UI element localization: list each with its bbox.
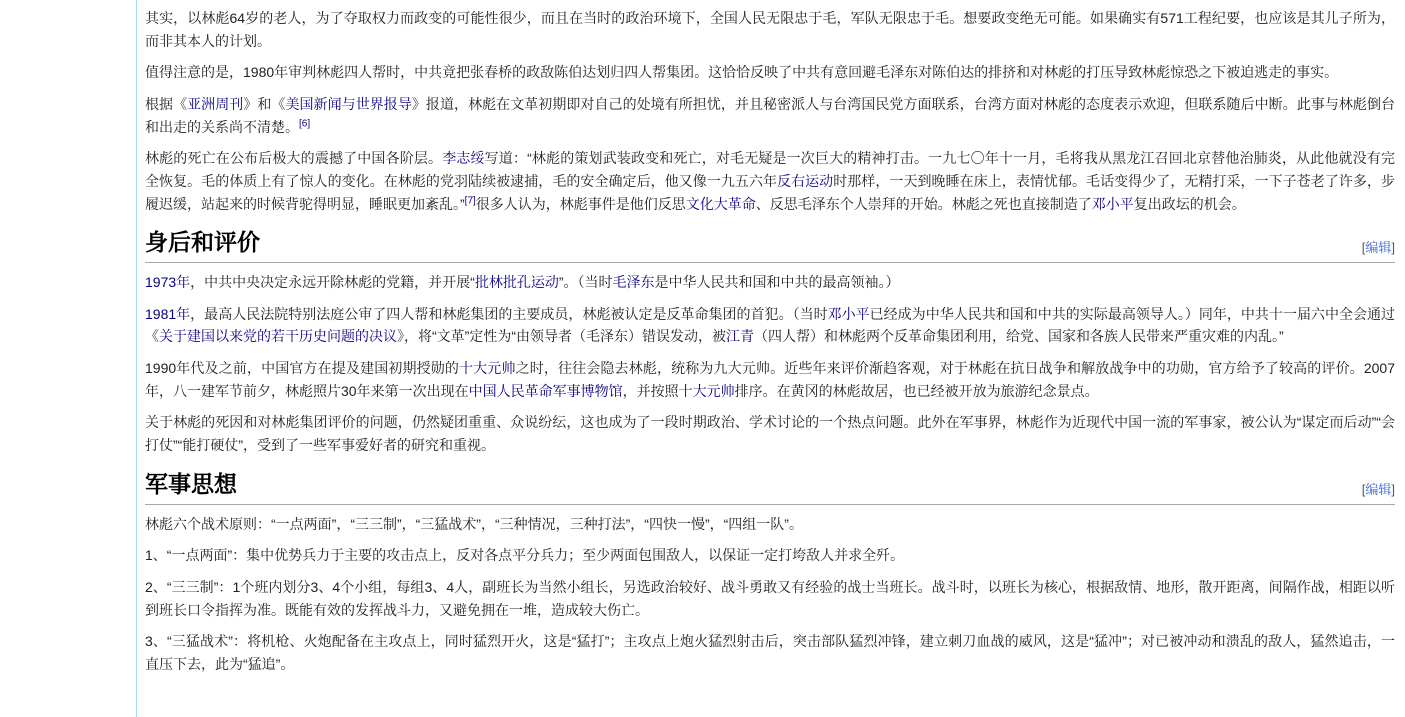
reference-marker[interactable] — [299, 118, 310, 129]
wiki-link[interactable]: 十大元帅 — [459, 360, 516, 377]
paragraph-text: 是中华人民共和国和中共的最高领袖。） — [654, 274, 900, 291]
wiki-link[interactable]: 十大元帅 — [678, 382, 735, 399]
paragraph — [145, 630, 1395, 675]
edit-bracket-close: ] — [1391, 481, 1395, 497]
paragraph-text: 3、“三猛战术”：将机枪、火炮配备在主攻点上，同时猛烈开火，这是“猛打”；主攻点上炮火猛烈射击后，突击部队猛烈冲锋，建立刺刀血战的威风，这是“猛冲”；对已被冲动和溃乱的敌人，猛然追击，一直压下去，此为“猛追”。 — [145, 633, 1395, 672]
paragraph-text: 其实，以林彪64岁的老人，为了夺取权力而政变的可能性很少，而且在当时的政治环境下，全国人民无限忠于毛，军队无限忠于毛。想要政变绝无可能。如果确实有571工程纪要，也应该是其儿子所为，而非其本人的计划。 — [145, 10, 1395, 49]
article-section — [145, 229, 1395, 456]
wiki-link[interactable]: 亚洲周刊 — [187, 96, 244, 113]
paragraph-text: ，最高人民法院特别法庭公审了四人帮和林彪集团的主要成员，林彪被认定是反革命集团的首犯。（当时 — [190, 305, 828, 322]
reference-marker[interactable] — [465, 195, 476, 206]
section-edit-link[interactable] — [1362, 237, 1395, 256]
section-heading — [145, 471, 1395, 505]
paragraph-text: 之时，往往会隐去林彪，统称为九大元帅。近些年来评价渐趋客观，对于林彪在抗日战争和解放战争中的功勋，官方给予了较高的评价。2007年，八一建军节前夕，林彪照片30年来第一次出现在 — [145, 360, 1395, 399]
paragraph-text: 林彪的死亡在公布后极大的震撼了中国各阶层。 — [145, 150, 443, 167]
intro-paragraph-group — [145, 0, 1395, 215]
paragraph-text: 》和《 — [243, 96, 286, 113]
paragraph-text: 2、“三三制”：1个班内划分3、4个小组，每组3、4人，副班长为当然小组长，另选政治较好、战斗勇敢又有经验的战士当班长。战斗时，以班长为核心，根据敌情、地形，散开距离，间隔作战，相距以听到班长口令指挥为准。既能有效的发挥战斗力，又避免拥在一堆，造成较大伤亡。 — [145, 578, 1395, 618]
paragraph-text: 1、“一点两面”：集中优势兵力于主要的攻击点上，反对各点平分兵力；至少两面包围敌人，以保证一定打垮敌人并求全歼。 — [145, 547, 905, 564]
wiki-link[interactable]: 关于建国以来党的若干历史问题的决议 — [159, 328, 397, 345]
paragraph — [145, 576, 1395, 621]
reference-link[interactable]: [6] — [299, 118, 311, 130]
paragraph-text: 复出政坛的机会。 — [1133, 195, 1246, 212]
paragraph — [145, 0, 1395, 52]
paragraph-text: 值得注意的是，1980年审判林彪四人帮时，中共竟把张春桥的政敌陈伯达划归四人帮集团。这恰恰反映了中共有意回避毛泽东对陈伯达的排挤和对林彪的打压导致林彪惊恐之下被迫逃走的事实。 — [145, 64, 1339, 81]
edit-bracket-close: ] — [1391, 240, 1395, 256]
section-edit-link[interactable] — [1362, 479, 1395, 498]
article-content — [136, 0, 1405, 717]
wiki-link[interactable]: 文化大革命 — [685, 195, 756, 212]
paragraph — [145, 61, 1395, 84]
edit-bracket-open: [ — [1361, 240, 1366, 256]
wiki-link[interactable]: 邓小平 — [1091, 195, 1134, 212]
wiki-link[interactable]: 毛泽东 — [612, 274, 655, 291]
paragraph-text: ，并按照 — [622, 382, 679, 399]
paragraph-text: 林彪六个战术原则：“一点两面”，“三三制”，“三猛战术”，“三种情况，三种打法”，“四快一慢”，“四组一队”。 — [145, 515, 803, 532]
paragraph-text: ，中共中央决定永远开除林彪的党籍，并开展“ — [190, 274, 475, 291]
paragraph-text: 排序。在黄冈的林彪故居，也已经被开放为旅游纪念景点。 — [734, 382, 1099, 399]
wiki-link[interactable]: 江青 — [726, 328, 754, 345]
paragraph — [145, 513, 1395, 536]
paragraph-text: 根据《 — [145, 96, 188, 113]
wiki-link[interactable]: 中国人民革命军事博物馆 — [468, 382, 623, 399]
article-sections — [145, 229, 1395, 675]
wiki-link[interactable]: 批林批孔运动 — [474, 274, 559, 291]
paragraph-text: 已经成为中华人民共和国和中共的实际最高领导人。）同年，中共十一届六中全会通过《 — [145, 305, 1396, 345]
section-heading — [145, 229, 1395, 263]
article-section — [145, 471, 1395, 676]
paragraph-text: 》，将“文革”定性为“由领导者（毛泽东）错误发动，被 — [397, 328, 726, 345]
wiki-link[interactable]: 1981年 — [145, 305, 191, 322]
paragraph — [145, 411, 1395, 456]
paragraph-text: 、反思毛泽东个人崇拜的开始。林彪之死也直接制造了 — [755, 195, 1092, 212]
edit-section-button[interactable]: 编辑 — [1365, 240, 1392, 256]
wiki-link[interactable]: 美国新闻与世界报导 — [285, 96, 412, 113]
paragraph — [145, 147, 1395, 215]
paragraph — [145, 93, 1395, 138]
wiki-link[interactable]: 邓小平 — [827, 305, 870, 322]
paragraph-text: 时那样，一天到晚睡在床上，表情忧郁。毛话变得少了，无精打采，一下子苍老了许多，步履迟缓，站起来的时候背驼得明显，睡眠更加紊乱。” — [145, 173, 1396, 212]
edit-bracket-open: [ — [1361, 481, 1366, 497]
paragraph-text: 很多人认为，林彪事件是他们反思 — [475, 195, 686, 212]
wiki-link[interactable]: 1973年 — [145, 274, 191, 291]
paragraph-text: 》报道，林彪在文革初期即对自己的处境有所担忧，并且秘密派人与台湾国民党方面联系，台湾方面对林彪的态度表示欢迎，但联系随后中断。此事与林彪倒台和出走的关系尚不清楚。 — [145, 96, 1396, 135]
section-title: 身后和评价 — [145, 230, 260, 256]
paragraph-text: ”。（当时 — [558, 274, 613, 291]
paragraph-text: 1990年代及之前，中国官方在提及建国初期授勋的 — [145, 360, 460, 377]
paragraph — [145, 271, 1395, 294]
section-title: 军事思想 — [145, 471, 237, 497]
paragraph — [145, 357, 1395, 402]
edit-section-button[interactable]: 编辑 — [1365, 481, 1392, 497]
paragraph-text: （四人帮）和林彪两个反革命集团利用，给党、国家和各族人民带来严重灾难的内乱。” — [754, 328, 1284, 345]
wiki-link[interactable]: 反右运动 — [777, 173, 834, 190]
wiki-link[interactable]: 李志绥 — [442, 150, 485, 167]
reference-link[interactable]: [7] — [464, 195, 476, 207]
paragraph-text: 写道：“林彪的策划武装政变和死亡，对毛无疑是一次巨大的精神打击。一九七〇年十一月，毛将我从黑龙江召回北京替他治肺炎，从此他就没有完全恢复。毛的体质上有了惊人的变化。在林彪的党羽陆续被逮捕，毛的安全确定后，他又像一九五六年 — [145, 150, 1396, 190]
paragraph — [145, 544, 1395, 567]
paragraph-text: 关于林彪的死因和对林彪集团评价的问题，仍然疑团重重、众说纷纭，这也成为了一段时期政治、学术讨论的一个热点问题。此外在军事界，林彪作为近现代中国一流的军事家，被公认为“谋定而后动”“会打仗”“能打硬仗”，受到了一些军事爱好者的研究和重视。 — [145, 414, 1395, 454]
paragraph — [145, 303, 1395, 348]
